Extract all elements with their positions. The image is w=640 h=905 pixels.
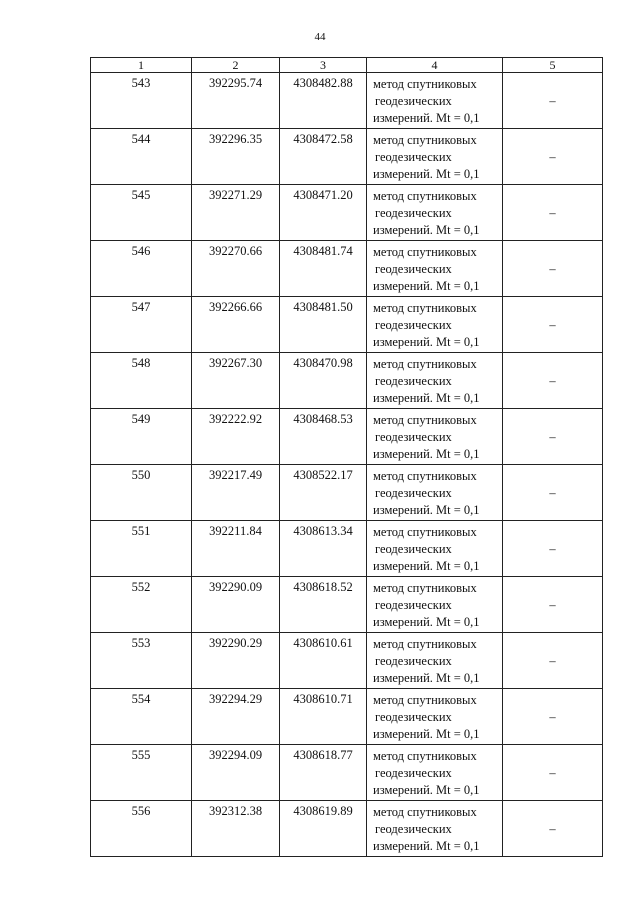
note-cell: – (503, 297, 603, 353)
column-header: 5 (503, 58, 603, 73)
point-number-cell: 545 (91, 185, 192, 241)
note-cell: – (503, 129, 603, 185)
point-number-cell: 552 (91, 577, 192, 633)
method-cell (367, 353, 503, 409)
method-line: геодезических (375, 710, 452, 724)
x-coordinate-cell: 392296.35 (192, 129, 280, 185)
column-header: 2 (192, 58, 280, 73)
method-line: метод спутниковых (373, 693, 477, 707)
x-coordinate-cell: 392295.74 (192, 73, 280, 129)
y-coordinate-cell: 4308610.71 (280, 689, 367, 745)
method-line: геодезических (375, 262, 452, 276)
point-number-cell: 543 (91, 73, 192, 129)
table-row (91, 801, 603, 857)
method-cell (367, 73, 503, 129)
method-line: геодезических (375, 486, 452, 500)
table-row (91, 633, 603, 689)
x-coordinate-cell: 392290.29 (192, 633, 280, 689)
method-line: измерений. Mt = 0,1 (373, 839, 480, 853)
method-line: метод спутниковых (373, 413, 477, 427)
method-line: метод спутниковых (373, 749, 477, 763)
x-coordinate-cell: 392217.49 (192, 465, 280, 521)
point-number-cell: 550 (91, 465, 192, 521)
point-number-cell: 556 (91, 801, 192, 857)
table-row (91, 241, 603, 297)
method-line: измерений. Mt = 0,1 (373, 559, 480, 573)
table-row (91, 409, 603, 465)
x-coordinate-cell: 392222.92 (192, 409, 280, 465)
method-cell (367, 241, 503, 297)
y-coordinate-cell: 4308522.17 (280, 465, 367, 521)
method-line: измерений. Mt = 0,1 (373, 727, 480, 741)
method-line: геодезических (375, 206, 452, 220)
point-number-cell: 553 (91, 633, 192, 689)
method-line: метод спутниковых (373, 469, 477, 483)
method-cell (367, 465, 503, 521)
note-cell: – (503, 577, 603, 633)
method-line: геодезических (375, 822, 452, 836)
table-row (91, 465, 603, 521)
x-coordinate-cell: 392290.09 (192, 577, 280, 633)
method-line: измерений. Mt = 0,1 (373, 335, 480, 349)
method-line: измерений. Mt = 0,1 (373, 615, 480, 629)
column-header: 3 (280, 58, 367, 73)
x-coordinate-cell: 392271.29 (192, 185, 280, 241)
method-cell (367, 521, 503, 577)
method-line: геодезических (375, 430, 452, 444)
x-coordinate-cell: 392266.66 (192, 297, 280, 353)
column-header: 1 (91, 58, 192, 73)
y-coordinate-cell: 4308618.77 (280, 745, 367, 801)
y-coordinate-cell: 4308613.34 (280, 521, 367, 577)
method-line: геодезических (375, 654, 452, 668)
method-line: измерений. Mt = 0,1 (373, 279, 480, 293)
method-line: измерений. Mt = 0,1 (373, 671, 480, 685)
method-line: метод спутниковых (373, 77, 477, 91)
point-number-cell: 546 (91, 241, 192, 297)
table-row (91, 577, 603, 633)
table-row (91, 353, 603, 409)
note-cell: – (503, 521, 603, 577)
y-coordinate-cell: 4308472.58 (280, 129, 367, 185)
point-number-cell: 555 (91, 745, 192, 801)
table-header-row (91, 58, 603, 73)
point-number-cell: 544 (91, 129, 192, 185)
method-line: геодезических (375, 318, 452, 332)
point-number-cell: 554 (91, 689, 192, 745)
method-line: измерений. Mt = 0,1 (373, 447, 480, 461)
method-line: геодезических (375, 542, 452, 556)
method-cell (367, 185, 503, 241)
method-line: геодезических (375, 150, 452, 164)
y-coordinate-cell: 4308481.74 (280, 241, 367, 297)
y-coordinate-cell: 4308618.52 (280, 577, 367, 633)
method-line: метод спутниковых (373, 637, 477, 651)
note-cell: – (503, 465, 603, 521)
method-line: метод спутниковых (373, 133, 477, 147)
method-cell (367, 577, 503, 633)
method-cell (367, 409, 503, 465)
point-number-cell: 549 (91, 409, 192, 465)
column-header: 4 (367, 58, 503, 73)
note-cell: – (503, 185, 603, 241)
method-cell (367, 801, 503, 857)
method-line: измерений. Mt = 0,1 (373, 167, 480, 181)
method-line: геодезических (375, 94, 452, 108)
x-coordinate-cell: 392267.30 (192, 353, 280, 409)
note-cell: – (503, 353, 603, 409)
note-cell: – (503, 745, 603, 801)
method-line: геодезических (375, 766, 452, 780)
method-line: метод спутниковых (373, 581, 477, 595)
y-coordinate-cell: 4308619.89 (280, 801, 367, 857)
method-line: метод спутниковых (373, 189, 477, 203)
y-coordinate-cell: 4308470.98 (280, 353, 367, 409)
method-line: геодезических (375, 374, 452, 388)
note-cell: – (503, 241, 603, 297)
table-row (91, 689, 603, 745)
table-row (91, 73, 603, 129)
method-line: метод спутниковых (373, 525, 477, 539)
point-number-cell: 551 (91, 521, 192, 577)
point-number-cell: 548 (91, 353, 192, 409)
table-row (91, 521, 603, 577)
method-line: измерений. Mt = 0,1 (373, 783, 480, 797)
coordinates-table (90, 57, 603, 857)
note-cell: – (503, 409, 603, 465)
method-cell (367, 689, 503, 745)
y-coordinate-cell: 4308481.50 (280, 297, 367, 353)
y-coordinate-cell: 4308482.88 (280, 73, 367, 129)
y-coordinate-cell: 4308468.53 (280, 409, 367, 465)
note-cell: – (503, 689, 603, 745)
method-cell (367, 297, 503, 353)
note-cell: – (503, 801, 603, 857)
method-line: геодезических (375, 598, 452, 612)
method-line: метод спутниковых (373, 357, 477, 371)
point-number-cell: 547 (91, 297, 192, 353)
note-cell: – (503, 73, 603, 129)
method-cell (367, 633, 503, 689)
method-cell (367, 745, 503, 801)
table-row (91, 129, 603, 185)
method-line: измерений. Mt = 0,1 (373, 503, 480, 517)
table-row (91, 297, 603, 353)
x-coordinate-cell: 392211.84 (192, 521, 280, 577)
method-line: измерений. Mt = 0,1 (373, 391, 480, 405)
page-number: 44 (314, 31, 326, 43)
method-line: метод спутниковых (373, 805, 477, 819)
x-coordinate-cell: 392294.29 (192, 689, 280, 745)
method-line: измерений. Mt = 0,1 (373, 223, 480, 237)
method-line: метод спутниковых (373, 245, 477, 259)
method-line: метод спутниковых (373, 301, 477, 315)
y-coordinate-cell: 4308610.61 (280, 633, 367, 689)
table-row (91, 185, 603, 241)
x-coordinate-cell: 392294.09 (192, 745, 280, 801)
method-cell (367, 129, 503, 185)
table-row (91, 745, 603, 801)
method-line: измерений. Mt = 0,1 (373, 111, 480, 125)
note-cell: – (503, 633, 603, 689)
x-coordinate-cell: 392270.66 (192, 241, 280, 297)
x-coordinate-cell: 392312.38 (192, 801, 280, 857)
y-coordinate-cell: 4308471.20 (280, 185, 367, 241)
